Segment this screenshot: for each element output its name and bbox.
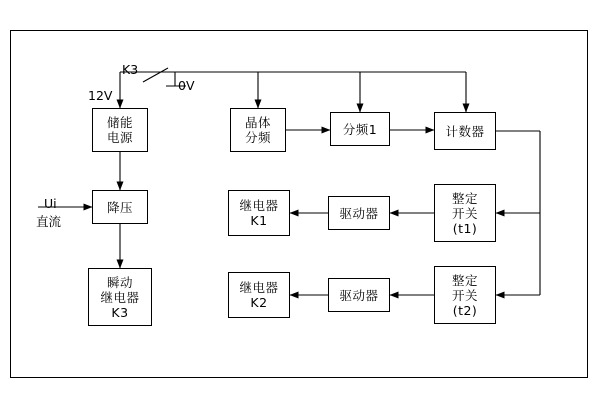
block-label-line: (t2) — [452, 302, 478, 318]
block-setting-switch-t2 — [434, 266, 496, 324]
block-step-down — [92, 190, 148, 224]
block-counter — [434, 112, 496, 150]
block-label-line: 开关 — [451, 287, 478, 303]
block-label-line: 电源 — [106, 130, 133, 145]
block-label-line: 继电器 — [239, 198, 279, 213]
block-label-line: 驱动器 — [339, 205, 379, 221]
block-label-line: 计数器 — [445, 123, 485, 139]
block-label-line: 储能 — [106, 115, 133, 130]
block-label-line: 继电器 — [239, 280, 279, 295]
block-label-line: K2 — [250, 295, 268, 310]
block-label-line: 瞬动 — [106, 274, 133, 290]
block-driver-1 — [328, 196, 390, 230]
block-driver-2 — [328, 278, 390, 312]
label-ui: Ui — [44, 196, 57, 211]
block-label-line: 整定 — [451, 272, 478, 288]
block-label-line: K3 — [111, 304, 129, 320]
block-divider-1 — [330, 112, 390, 146]
block-label-line: 分频 — [244, 130, 271, 145]
block-relay-k1 — [228, 190, 290, 236]
label-12v: 12V — [88, 88, 113, 103]
label-k3: K3 — [122, 62, 139, 77]
block-label-line: 晶体 — [244, 115, 271, 130]
block-label-line: 开关 — [451, 205, 478, 221]
label-dc: 直流 — [36, 214, 62, 229]
block-crystal-divider — [230, 108, 286, 152]
block-label-line: 继电器 — [100, 289, 140, 305]
block-setting-switch-t1 — [434, 184, 496, 242]
block-label-line: 驱动器 — [339, 287, 379, 303]
block-label-line: 降压 — [106, 199, 133, 215]
label-0v: 0V — [178, 78, 195, 93]
block-label-line: 整定 — [451, 190, 478, 206]
block-relay-k2 — [228, 272, 290, 318]
block-label-line: (t1) — [452, 220, 478, 236]
block-label-line: 分频1 — [342, 121, 378, 137]
block-energy-storage-supply — [92, 108, 148, 152]
block-instant-relay-k3 — [88, 268, 152, 326]
block-label-line: K1 — [250, 213, 268, 228]
